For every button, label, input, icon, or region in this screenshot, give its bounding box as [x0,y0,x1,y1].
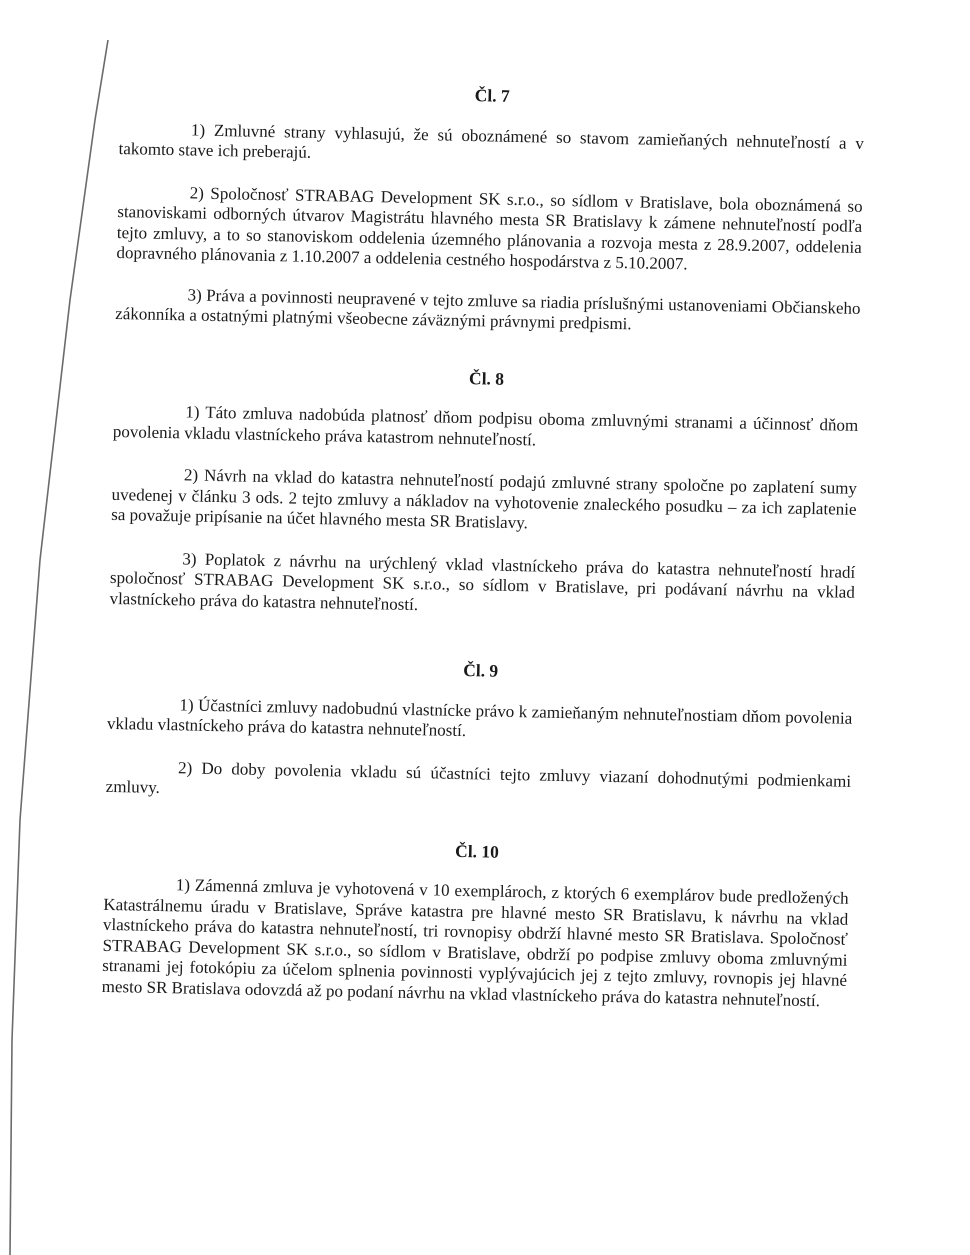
paragraph-cl8-1: 1) Táto zmluva nadobúda platnosť dňom podpisu oboma zmluvnými stranami a účinnosť dňom povolenia vkladu vlastníckeho práva katastrom nehnuteľností. [112,402,859,449]
paragraph-cl7-2: 2) Spoločnosť STRABAG Development SK s.r.o., so sídlom v Bratislave, bola oboznámená so stanoviskami odborných útvarov Magistrátu hlavného mesta SR Bratislavy k zámene nehnuteľností podľa tejto zmluvy, a to so stanoviskom oddelenia územného plánovania a rozvoja mesta z 28.9.2007, oddelenia dopravného plánovania z 1.10.2007 a oddelenia cestného hospodárstva z 5.10.2007. [116,182,863,274]
paragraph-cl9-1: 1) Účastníci zmluvy nadobudnú vlastnícke právo k zamieňaným nehnuteľnostiam dňom povolenia vkladu vlastníckeho práva do katastra nehnuteľností. [106,694,853,741]
paragraph-cl8-2: 2) Návrh na vklad do katastra nehnuteľností podajú zmluvné strany spoločne po zaplatení sumy uvedenej v článku 3 ods. 2 tejto zmluvy a nákladov na vyhotovenie znaleckého posudku – za ich zaplatenie sa považuje pripísanie na účet hlavného mesta SR Bratislavy. [111,465,858,533]
section-title-cl8: Čl. 8 [468,367,505,389]
paragraph-cl8-3: 3) Poplatok z návrhu na urýchlený vklad vlastníckeho práva do katastra nehnuteľností hradí spoločnosť STRABAG Development SK s.r.o., so sídlom v Bratislave, pri podávaní návrhu na vklad vlastníckeho práva do katastra nehnuteľností. [109,548,856,614]
document-page [102,78,865,1012]
section-title-cl10: Čl. 10 [454,840,500,862]
section-title-cl7: Čl. 7 [474,85,510,106]
section-title-cl9: Čl. 9 [462,660,499,681]
paragraph-cl7-1: 1) Zmluvné strany vyhlasujú, že sú oboznámené so stavom zamieňaných nehnuteľností a v takomto stave ich preberajú. [118,119,865,162]
paragraph-cl9-2: 2) Do doby povolenia vkladu sú účastníci tejto zmluvy viazaní dohodnutými podmienkami zmluvy. [105,757,852,797]
paragraph-cl7-3: 3) Práva a povinnosti neupravené v tejto zmluve sa riadia príslušnými ustanoveniami Občianskeho zákonníka a ostatnými platnými všeobecne záväznými právnymi predpismi. [115,284,861,334]
paragraph-cl10-1: 1) Zámenná zmluva je vyhotovená v 10 exemplároch, z ktorých 6 exemplárov bude predložených Katastrálnemu úradu v Bratislave, Správe katastra pre hlavné mesto SR Bratislavu, k návrhu na vklad vlastníckeho práva do katastra nehnuteľností, tri rovnopisy obdrží hlavné mesto SR Bratislava. Spoločnosť STRABAG Development SK s.r.o., so sídlom v Bratislave, obdrží po podpise zmluvy oboma zmluvnými stranami jej fotokópiu za účelom splnenia povinnosti vyplývajúcich jej z tejto zmluvy, rovnopis jej hlavné mesto SR Bratislava odovzdá až po podaní návrhu na vklad vlastníckeho práva do katastra nehnuteľností. [101,875,849,1010]
